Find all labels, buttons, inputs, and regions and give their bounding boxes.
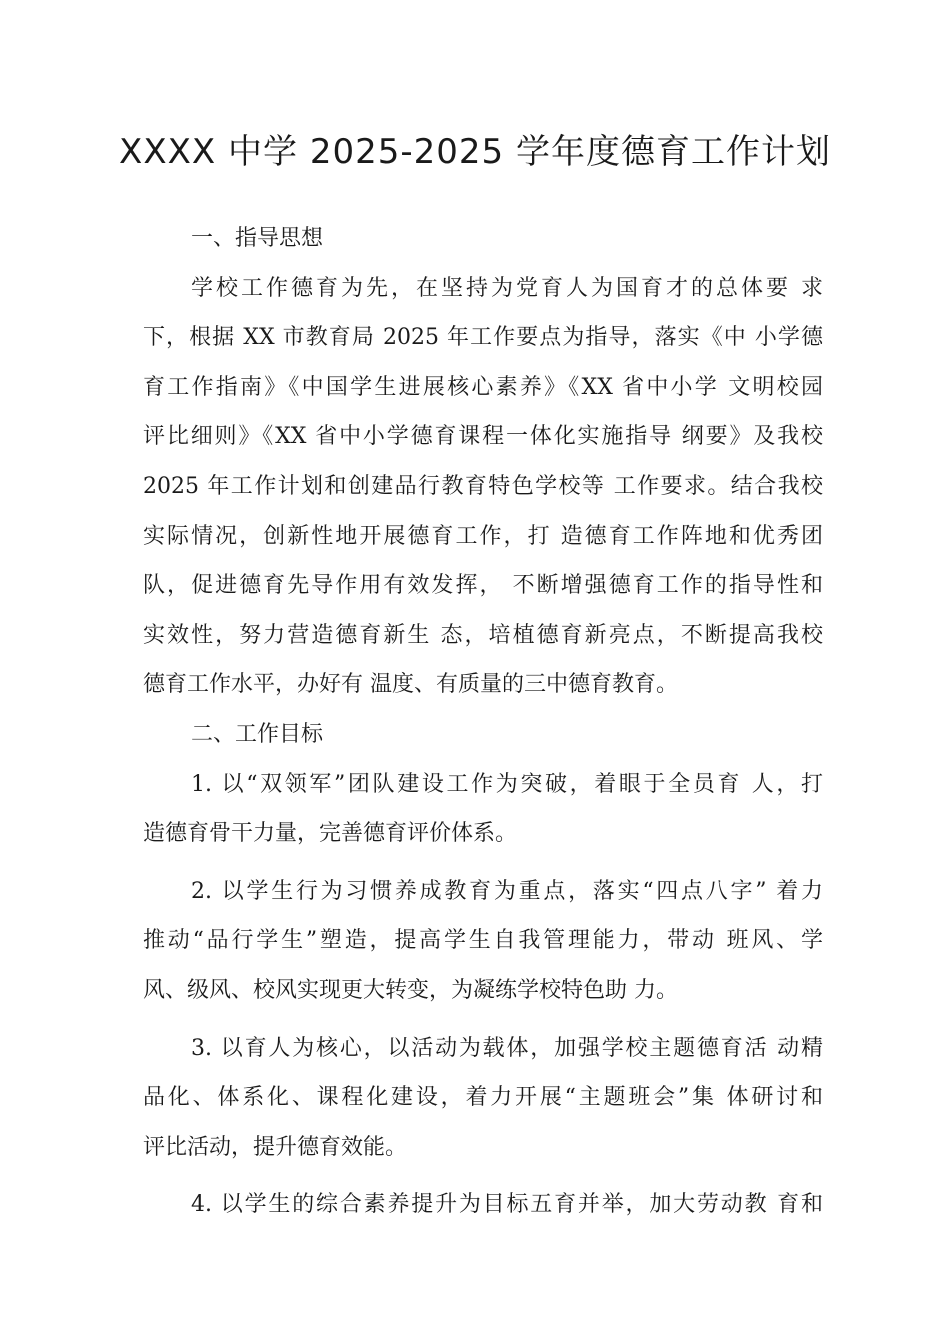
text-line: 学校工作德育为先，在坚持为党育人为国育才的总体要 求 xyxy=(191,275,823,301)
text-line: 实效性，努力营造德育新生 态，培植德育新亮点，不断提高我校 xyxy=(143,622,823,648)
text-line: 2025 年工作计划和创建品行教育特色学校等 工作要求。结合我校 xyxy=(143,473,823,499)
text-line: 队，促进德育先导作用有效发挥， 不断增强德育工作的指导性和 xyxy=(143,573,823,599)
text-line: 4. 以学生的综合素养提升为目标五育并举，加大劳动教 育和 xyxy=(191,1192,823,1218)
text-line: 1. 以“双领军”团队建设工作为突破，着眼于全员育 人，打 xyxy=(191,771,823,797)
text-line: 造德育骨干力量，完善德育评价体系。 xyxy=(143,821,518,847)
text-line: 评比活动，提升德育效能。 xyxy=(143,1134,408,1160)
text-line: 育工作指南》《中国学生进展核心素养》《XX 省中小学 文明校园 xyxy=(143,374,823,400)
text-line: 德育工作水平，办好有 温度、有质量的三中德育教育。 xyxy=(143,672,678,698)
goal-item-1 xyxy=(143,760,823,859)
goal-item-2 xyxy=(143,867,823,1016)
text-line: 品化、体系化、课程化建设，着力开展“主题班会”集 体研讨和 xyxy=(143,1085,823,1111)
text-line: 风、级风、校风实现更大转变，为凝练学校特色助 力。 xyxy=(143,977,678,1003)
text-line: 下，根据 XX 市教育局 2025 年工作要点为指导，落实《中 小学德 xyxy=(143,325,823,351)
document-title: XXXX 中学 2025-2025 学年度德育工作计划 xyxy=(119,132,831,172)
text-line: 实际情况，创新性地开展德育工作，打 造德育工作阵地和优秀团 xyxy=(143,523,823,549)
document-body xyxy=(143,214,823,1230)
goal-item-3 xyxy=(143,1024,823,1173)
section-heading-work-goals: 二、工作目标 xyxy=(191,721,324,747)
paragraph-guiding-ideology xyxy=(143,264,823,710)
goal-item-4 xyxy=(143,1180,823,1230)
text-line: 推动“品行学生”塑造，提高学生自我管理能力，带动 班风、学 xyxy=(143,928,823,954)
section-heading-guiding-ideology: 一、指导思想 xyxy=(191,226,324,251)
text-line: 评比细则》《XX 省中小学德育课程一体化实施指导 纲要》及我校 xyxy=(143,424,823,450)
text-line: 2. 以学生行为习惯养成教育为重点，落实“四点八字” 着力 xyxy=(191,878,823,904)
text-line: 3. 以育人为核心，以活动为载体，加强学校主题德育活 动精 xyxy=(191,1035,823,1061)
